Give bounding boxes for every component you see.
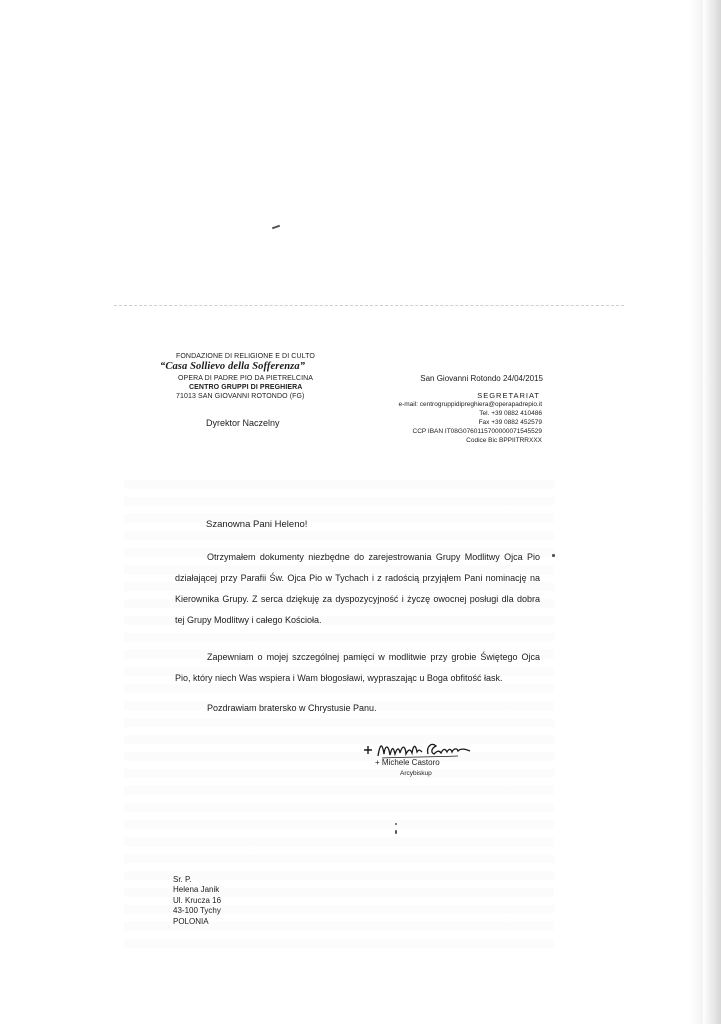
- recipient-title: Dyrektor Naczelny: [206, 418, 280, 428]
- stray-dot: [395, 823, 397, 825]
- contact-bic: Codice Bic BPPIITRRXXX: [466, 437, 542, 444]
- sender-department: CENTRO GRUPPI DI PREGHIERA: [189, 384, 303, 391]
- body-closing: Pozdrawiam bratersko w Chrystusie Panu.: [207, 703, 377, 713]
- contact-tel: Tel. +39 0882 410486: [479, 410, 542, 417]
- address-line-2: Helena Janik: [173, 885, 220, 894]
- sender-work: OPERA DI PADRE PIO DA PIETRELCINA: [178, 375, 314, 382]
- sender-address: 71013 SAN GIOVANNI ROTONDO (FG): [176, 393, 305, 400]
- address-line-5: POLONIA: [173, 917, 209, 926]
- stray-dot: [395, 830, 397, 834]
- signature-role: Arcybiskup: [400, 770, 432, 777]
- sender-foundation: FONDAZIONE DI RELIGIONE E DI CULTO: [176, 353, 315, 360]
- contact-fax: Fax +39 0882 452579: [478, 419, 542, 426]
- body-paragraph-2: Zapewniam o mojej szczególnej pamięci w modlitwie przy grobie Świętego Ojca Pio, który niech Was wspiera i Wam błogosławi, wypraszając u Boga obfitość łask.: [175, 652, 540, 683]
- address-line-3: Ul. Krucza 16: [173, 896, 222, 905]
- place-date: San Giovanni Rotondo 24/04/2015: [420, 374, 543, 383]
- address-line-1: Sr. P.: [173, 875, 192, 884]
- page-edge-shadow: [703, 0, 721, 1024]
- contact-email: e-mail: centrogruppidipreghiera@operapadrepio.it: [398, 401, 542, 408]
- stray-mark: [272, 225, 280, 230]
- sender-name: “Casa Sollievo della Sofferenza”: [160, 361, 306, 372]
- salutation: Szanowna Pani Heleno!: [206, 519, 308, 530]
- body-paragraph-1: Otrzymałem dokumenty niezbędne do zarejestrowania Grupy Modlitwy Ojca Pio działającej przy Parafii Św. Ojca Pio w Tychach i z radością przyjąłem Pani nominację na Kierownika Grupy. Z serca dziękuję za dyspozycyjność i życzę owocnej posługi dla dobra tej Grupy Modlitwy i całego Kościoła.: [175, 552, 540, 625]
- page-edge-highlight: [689, 0, 703, 1024]
- contact-ccp: CCP IBAN IT08G0760115700000071545529: [412, 428, 542, 435]
- signature-name: + Michele Castoro: [375, 758, 440, 767]
- stray-dot: [552, 554, 555, 557]
- secretariat-label: SEGRETARIAT: [477, 391, 540, 400]
- address-line-4: 43-100 Tychy: [173, 906, 221, 915]
